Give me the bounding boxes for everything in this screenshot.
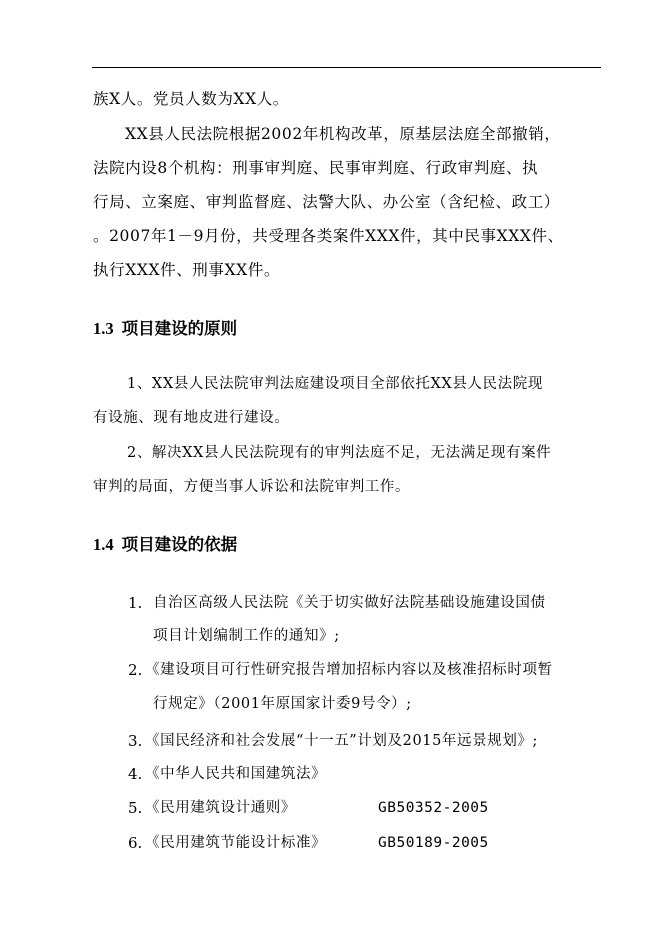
list-item-number: 5. bbox=[128, 799, 143, 817]
standard-code: GB50189-2005 bbox=[378, 835, 489, 851]
paragraph-line: XX县人民法院根据2002年机构改革，原基层法庭全部撤销， bbox=[125, 125, 561, 143]
principle-item-line: 2、解决XX县人民法院现有的审判法庭不足，无法满足现有案件 bbox=[127, 445, 552, 461]
section-number: 1.3 bbox=[93, 319, 114, 338]
list-item-line: 《民用建筑设计通则》 bbox=[145, 800, 296, 816]
section-title: 项目建设的依据 bbox=[121, 535, 238, 554]
list-item-number: 6. bbox=[128, 834, 143, 852]
list-item-line: 《民用建筑节能设计标准》 bbox=[145, 835, 327, 851]
list-item-number: 2. bbox=[128, 661, 143, 679]
list-item-line: 《国民经济和社会发展“十一五”计划及2015年远景规划》; bbox=[145, 733, 539, 749]
list-item-number: 3. bbox=[128, 732, 143, 750]
list-item-line: 行规定》（2001年原国家计委9号令）; bbox=[153, 696, 412, 712]
section-number: 1.4 bbox=[93, 535, 114, 554]
principle-item-line: 有设施、现有地皮进行建设。 bbox=[93, 410, 290, 426]
paragraph-line: 执行XXX件、刑事XX件。 bbox=[93, 261, 280, 279]
paragraph-line: 族X人。党员人数为XX人。 bbox=[93, 90, 289, 108]
paragraph-line: 。2007年1－9月份，共受理各类案件XXX件，其中民事XXX件、 bbox=[93, 227, 564, 245]
list-item-line: 自治区高级人民法院《关于切实做好法院基础设施建设国债 bbox=[153, 595, 546, 611]
principle-item-line: 审判的局面，方便当事人诉讼和法院审判工作。 bbox=[93, 479, 411, 495]
paragraph-line: 法院内设8个机构：刑事审判庭、民事审判庭、行政审判庭、执 bbox=[93, 159, 539, 177]
section-title: 项目建设的原则 bbox=[121, 319, 238, 338]
list-item-number: 4. bbox=[128, 765, 143, 783]
list-item-line: 《中华人民共和国建筑法》 bbox=[145, 766, 327, 782]
header-rule bbox=[92, 67, 601, 68]
list-item-line: 项目计划编制工作的通知》; bbox=[153, 628, 340, 644]
paragraph-line: 行局、立案庭、审判监督庭、法警大队、办公室（含纪检、政工） bbox=[93, 193, 560, 211]
principle-item-line: 1、XX县人民法院审判法庭建设项目全部依托XX县人民法院现 bbox=[127, 376, 543, 392]
list-item-line: 《建设项目可行性研究报告增加招标内容以及核准招标时项暂 bbox=[145, 662, 553, 678]
standard-code: GB50352-2005 bbox=[378, 800, 489, 816]
list-item-number: 1. bbox=[128, 594, 143, 612]
section-heading-1-3 bbox=[93, 318, 237, 340]
section-heading-1-4 bbox=[93, 534, 237, 556]
